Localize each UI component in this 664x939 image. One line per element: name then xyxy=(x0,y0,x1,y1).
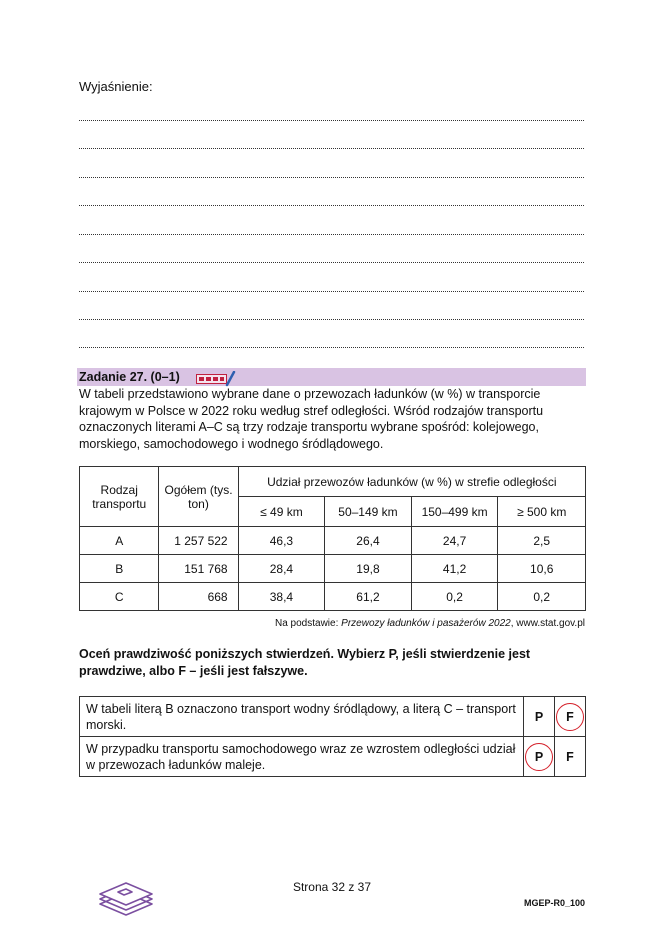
option-p[interactable] xyxy=(524,697,555,737)
source-title: Przewozy ładunków i pasażerów 2022 xyxy=(341,618,511,629)
cell-value: 2,5 xyxy=(498,527,586,555)
statement-text: W przypadku transportu samochodowego wraz ze wzrostem odległości udział w przewozach ładunków maleje. xyxy=(80,737,524,777)
statement-row xyxy=(80,697,586,737)
selection-circle xyxy=(556,703,584,731)
col-header-type: Rodzaj transportu xyxy=(80,467,159,527)
cell-value: 38,4 xyxy=(238,583,325,611)
cell-value: 19,8 xyxy=(325,555,412,583)
cell-total: 668 xyxy=(159,583,238,611)
page-number: Strona 32 z 37 xyxy=(292,880,372,894)
answer-line[interactable] xyxy=(79,205,584,206)
answer-line[interactable] xyxy=(79,120,584,121)
answer-line[interactable] xyxy=(79,148,584,149)
option-f[interactable] xyxy=(555,737,586,777)
selection-circle xyxy=(525,743,553,771)
task-header xyxy=(77,368,586,386)
statement-text: W tabeli literą B oznaczono transport wodny śródlądowy, a literą C – transport morski. xyxy=(80,697,524,737)
cell-value: 10,6 xyxy=(498,555,586,583)
cell-value: 26,4 xyxy=(325,527,412,555)
source-suffix: , www.stat.gov.pl xyxy=(510,618,585,629)
option-f-label: F xyxy=(566,749,574,764)
answer-line[interactable] xyxy=(79,262,584,263)
answer-line[interactable] xyxy=(79,347,584,348)
explanation-label: Wyjaśnienie: xyxy=(79,79,153,94)
cell-type: B xyxy=(80,555,159,583)
option-p-label: P xyxy=(534,709,544,724)
col-header-total: Ogółem (tys. ton) xyxy=(159,467,238,527)
task-intro: W tabeli przedstawiono wybrane dane o przewozach ładunków (w %) w transporcie krajowym w Polsce w 2022 roku według stref odległości. Wśród rodzajów transportu oznaczonych literami A–C są trzy rodzaje transportu wybrane spośród: kolejowego, morskiego, samochodowego i wodnego śródlądowego. xyxy=(79,387,544,451)
statement-row xyxy=(80,737,586,777)
statements-table xyxy=(79,696,586,777)
cell-value: 24,7 xyxy=(411,527,498,555)
cell-value: 0,2 xyxy=(411,583,498,611)
option-p-label: P xyxy=(534,749,544,764)
document-code: MGEP-R0_100 xyxy=(523,898,585,908)
answer-line[interactable] xyxy=(79,319,584,320)
cell-value: 41,2 xyxy=(411,555,498,583)
cell-total: 151 768 xyxy=(159,555,238,583)
cell-value: 61,2 xyxy=(325,583,412,611)
col-header-zone: 50–149 km xyxy=(325,497,412,527)
instruction: Oceń prawdziwość poniższych stwierdzeń. Wybierz P, jeśli stwierdzenie jest prawdziwe, albo F – jeśli jest fałszywe. xyxy=(79,647,531,678)
task-title: Zadanie 27. (0–1) xyxy=(79,370,180,384)
cell-type: A xyxy=(80,527,159,555)
answer-line[interactable] xyxy=(79,234,584,235)
option-f-label: F xyxy=(566,709,574,724)
cell-value: 28,4 xyxy=(238,555,325,583)
cell-type: C xyxy=(80,583,159,611)
option-p[interactable] xyxy=(524,737,555,777)
cell-value: 0,2 xyxy=(498,583,586,611)
answer-line[interactable] xyxy=(79,291,584,292)
cell-total: 1 257 522 xyxy=(159,527,238,555)
col-header-zone: ≤ 49 km xyxy=(238,497,325,527)
option-f[interactable] xyxy=(555,697,586,737)
transport-table xyxy=(79,466,586,611)
source-prefix: Na podstawie: xyxy=(275,618,342,629)
col-header-group: Udział przewozów ładunków (w %) w strefie odległości xyxy=(238,467,585,497)
table-row xyxy=(80,527,586,555)
col-header-zone: ≥ 500 km xyxy=(498,497,586,527)
col-header-zone: 150–499 km xyxy=(411,497,498,527)
source-note xyxy=(275,618,585,629)
cell-value: 46,3 xyxy=(238,527,325,555)
table-row xyxy=(80,555,586,583)
answer-line[interactable] xyxy=(79,177,584,178)
table-row xyxy=(80,583,586,611)
